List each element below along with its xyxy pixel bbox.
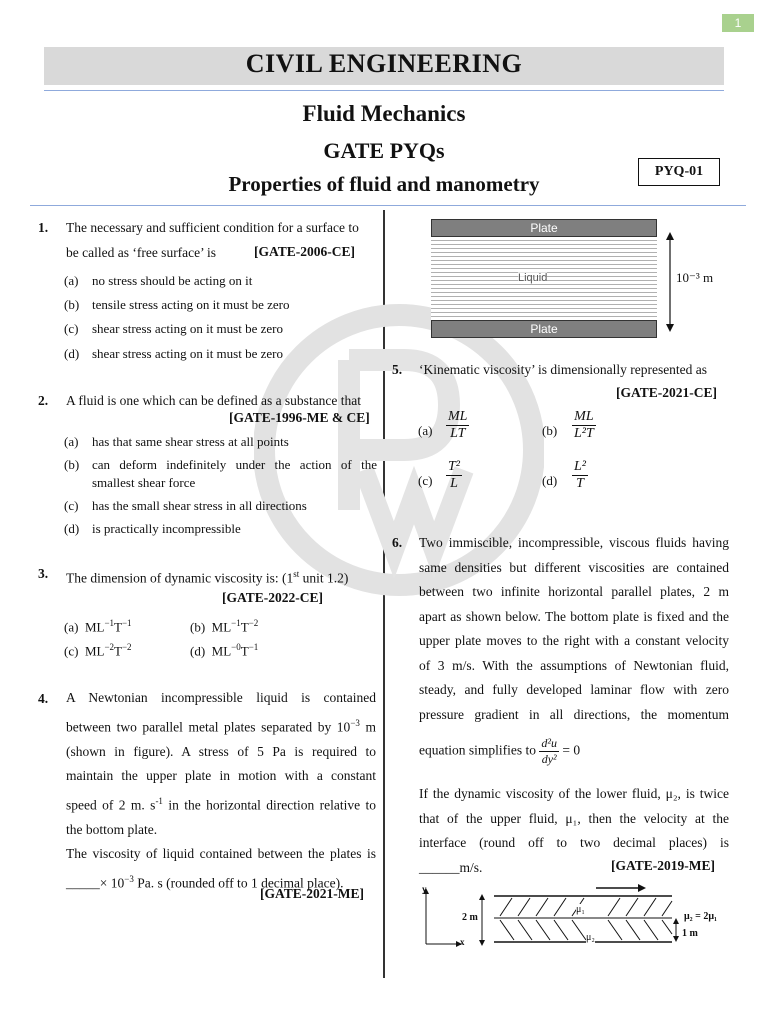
lower-plate: Plate <box>431 320 657 338</box>
q3-number: 3. <box>38 566 49 581</box>
q3-option-a-base1: ML <box>84 619 105 635</box>
q3-option-c-base2: T <box>114 643 122 659</box>
q6-eq-pre: equation simplifies to <box>419 742 536 758</box>
q2-option-a-label: (a) <box>64 434 79 449</box>
q6-para2-line3: interface (round off to two decimal places) is <box>419 835 729 850</box>
fig6-y-label: y <box>422 884 427 894</box>
section-divider <box>30 205 746 206</box>
q3-option-d-base2: T <box>240 643 249 659</box>
q2-text: A fluid is one which can be defined as a substance that <box>66 393 362 408</box>
q5-option-b <box>572 409 596 442</box>
q6-line1: Two immiscible, incompressible, viscous fluids having <box>419 535 729 550</box>
q1-tag: [GATE-2006-CE] <box>254 244 355 259</box>
q3-text <box>66 562 376 591</box>
banner-underline <box>44 90 724 91</box>
q5-option-c-label: (c) <box>418 473 433 488</box>
q1-option-d-label: (d) <box>64 346 80 361</box>
q6-line3: between two infinite horizontal parallel plates, 2 m <box>419 584 729 599</box>
q4-line6: the bottom plate. <box>66 821 158 837</box>
q5-number: 5. <box>392 362 403 377</box>
q5-option-a <box>446 409 469 442</box>
q1-option-b-label: (b) <box>64 297 80 312</box>
q4-line5 <box>66 789 376 818</box>
q2-number: 2. <box>38 393 49 408</box>
q1-option-c-label: (c) <box>64 321 79 336</box>
q1-option-b: tensile stress acting on it must be zero <box>92 297 290 312</box>
q4-line8-pre: _____× 10 <box>66 875 125 890</box>
q4-line2-pre: between two parallel metal plates separated by 10 <box>66 719 351 734</box>
gap-label: 10⁻³ m <box>676 270 714 285</box>
fig6-mu1: μ₁ <box>576 904 585 915</box>
q2-option-c-label: (c) <box>64 498 79 513</box>
fig6-relation: μ₂ = 2μ₁ <box>684 911 718 922</box>
q2-option-b: can deform indefinitely under the action of the smallest shear force <box>92 457 377 490</box>
q3-option-d-exp2: −1 <box>248 642 259 652</box>
q2-tag: [GATE-1996-ME & CE] <box>229 410 370 425</box>
q5-option-c <box>446 459 462 492</box>
banner <box>44 47 724 85</box>
q5-option-a-den: LT <box>450 426 466 441</box>
q6-line2: same densities but different viscosities are contained <box>419 559 729 575</box>
q6-text <box>419 531 729 727</box>
q3-option-c-exp2: −2 <box>121 642 132 652</box>
q6-number: 6. <box>392 535 403 550</box>
q3-option-a <box>64 614 132 636</box>
q4-text <box>66 686 376 896</box>
q6-line7: steady, and fully developed laminar flow with zero <box>419 682 729 697</box>
q1-option-a: no stress should be acting on it <box>92 273 253 288</box>
q6-line4: apart as shown below. The bottom plate is fixed and the <box>419 608 729 624</box>
q3-note-pre: (1 <box>281 570 294 586</box>
q3-option-a-exp2: −1 <box>121 618 132 628</box>
q5-option-d-num: L² <box>574 459 586 474</box>
banner-title: CIVIL ENGINEERING <box>245 49 523 78</box>
q5-option-a-num: ML <box>448 409 468 424</box>
q3-question: The dimension of dynamic viscosity is: <box>66 570 279 586</box>
q3-option-b-label: (b) <box>190 619 206 635</box>
q2-option-b-label: (b) <box>64 457 80 472</box>
q6-eq-post: = 0 <box>562 742 581 758</box>
fig6-half-label: 1 m <box>682 928 698 939</box>
q3-option-c-exp1: −2 <box>104 642 115 652</box>
q5-option-d-label: (d) <box>542 473 558 488</box>
q3-option-c-label: (c) <box>64 643 79 659</box>
q6-line5: upper plate moves to the right with a constant velocity <box>419 633 729 648</box>
q4-line2 <box>66 711 376 740</box>
q5-option-b-label: (b) <box>542 423 558 438</box>
q6-equation <box>419 736 580 767</box>
q4-line2-sup: −3 <box>350 717 360 728</box>
q6-para2-line1: If the dynamic viscosity of the lower fluid, μ₂, is twice <box>419 786 729 801</box>
q3-option-c <box>64 638 132 660</box>
q4-line5-pre: speed of 2 m. s <box>66 797 156 812</box>
page-number: 1 <box>722 14 754 32</box>
q5-tag: [GATE-2021-CE] <box>616 385 717 400</box>
q4-tag: [GATE-2021-ME] <box>260 886 364 901</box>
q2-option-c: has the small shear stress in all directions <box>92 498 307 513</box>
q3-option-c-base1: ML <box>84 643 105 659</box>
q4-line8-post: Pa. s (rounded off to 1 decimal place). <box>133 875 344 890</box>
q3-option-a-base2: T <box>114 619 122 635</box>
q4-line7: The viscosity of liquid contained between the plates is <box>66 846 376 861</box>
q3-option-b-base1: ML <box>211 619 232 635</box>
q4-line4: maintain the upper plate in motion with a constant <box>66 768 376 783</box>
fig6-x-label: x <box>460 937 465 947</box>
q6-line6: of 3 m/s. With the assumptions of Newtonian fluid, <box>419 657 729 673</box>
liquid-label: Liquid <box>518 272 548 284</box>
q3-tag: [GATE-2022-CE] <box>222 590 323 605</box>
q6-para2-line4: ______m/s. <box>419 859 483 875</box>
q4-line3: (shown in figure). A stress of 5 Pa is required to <box>66 743 376 759</box>
q3-option-d-exp1: −0 <box>231 642 241 652</box>
q5-option-c-den: L <box>450 476 458 491</box>
q3-note-sup: st <box>293 569 300 579</box>
q4-line2-post: m <box>359 719 376 734</box>
q4-number: 4. <box>38 691 49 706</box>
q5-option-c-num: T² <box>448 459 460 474</box>
q3-option-d <box>190 638 258 660</box>
q2-option-d: is practically incompressible <box>92 521 241 536</box>
q3-note-post: unit 1.2) <box>299 570 349 586</box>
q5-option-d <box>572 459 588 492</box>
q5-option-b-den: L²T <box>574 426 594 441</box>
q1-option-a-label: (a) <box>64 273 79 288</box>
q3-option-a-exp1: −1 <box>104 618 115 628</box>
q2-option-a: has that same shear stress at all points <box>92 434 289 449</box>
q3-option-d-base1: ML <box>211 643 232 659</box>
pyq-code-badge: PYQ-01 <box>638 158 720 186</box>
q5-option-d-den: T <box>576 476 584 491</box>
q1-number: 1. <box>38 220 49 235</box>
q1-line1: The necessary and sufficient condition for a surface to <box>66 220 359 235</box>
q3-option-b-exp1: −1 <box>231 618 241 628</box>
q4-line8-sup: −3 <box>124 873 134 884</box>
topic-title: Properties of fluid and manometry <box>228 172 540 196</box>
q1-option-d: shear stress acting on it must be zero <box>92 346 283 361</box>
q6-eq-den: dy² <box>541 752 557 766</box>
upper-plate: Plate <box>431 219 657 237</box>
q5-option-a-label: (a) <box>418 423 433 438</box>
q3-option-b-base2: T <box>240 619 249 635</box>
q1-line2: be called as ‘free surface’ is <box>66 244 217 260</box>
exam-title: GATE PYQs <box>323 138 445 163</box>
q6-tag: [GATE-2019-ME] <box>611 858 715 873</box>
q3-option-d-label: (d) <box>190 643 206 659</box>
q3-option-a-label: (a) <box>64 619 79 635</box>
q6-para2-line2: that of the upper fluid, μ₁, then the velocity at the <box>419 810 729 826</box>
q3-option-b-exp2: −2 <box>248 618 259 628</box>
q5-option-b-num: ML <box>572 409 596 426</box>
q1-option-c: shear stress acting on it must be zero <box>92 321 283 336</box>
fig6-mu2: μ₂ <box>586 932 595 943</box>
q2-option-d-label: (d) <box>64 521 80 536</box>
q3-option-b <box>190 614 258 636</box>
q6-eq-num: d²u <box>541 736 557 750</box>
q5-text: ‘Kinematic viscosity’ is dimensionally represented as <box>419 362 708 377</box>
subject-title: Fluid Mechanics <box>302 101 466 126</box>
q4-line5-post: in the horizontal direction relative to <box>162 797 376 812</box>
q4-line1: A Newtonian incompressible liquid is contained <box>66 690 376 705</box>
q4-line5-sup: -1 <box>155 795 163 806</box>
fig6-height-label: 2 m <box>462 912 478 923</box>
q6-line8: pressure gradient in all directions, the momentum <box>419 706 729 722</box>
